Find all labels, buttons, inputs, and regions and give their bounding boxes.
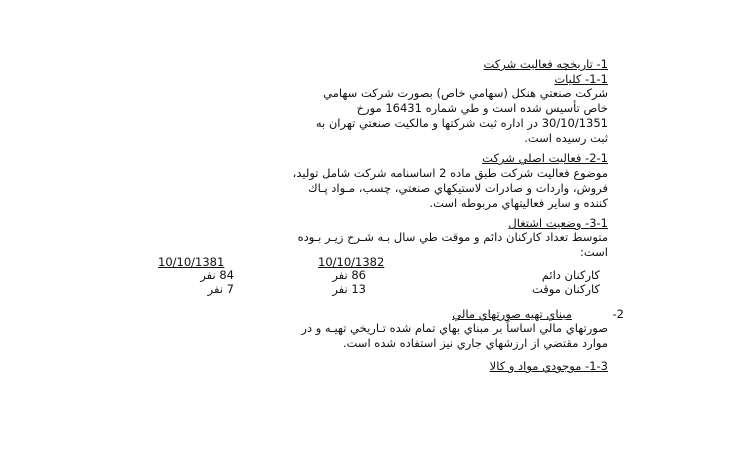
paragraph-line: موضوع فعاليت شركت طبق ماده 2 اساسنامه شركت شامل توليد،: [292, 166, 608, 180]
table-header-1382: 10/10/1382: [318, 255, 385, 269]
paragraph-line: متوسط تعداد كاركنان دائم و موقت طي سال بـه شـرح زيـر بـوده: [297, 230, 608, 244]
paragraph-line: صورتهاي مالي اساساً بر مبناي بهاي تمام شده تـاريخي تهيـه و در: [301, 321, 608, 335]
subheading-employment: 3-1- وضعيت اشتغال: [508, 216, 608, 230]
row-label: كاركنان دائم: [541, 268, 600, 282]
section-number-2: 2-: [612, 307, 624, 321]
subheading-overview: 1-1- كليات: [554, 72, 608, 86]
row-value-1381: 7 نفر: [207, 282, 234, 296]
paragraph-line: كننده و ساير فعاليتهاي مربوطه است.: [429, 196, 608, 210]
section-heading-basis: مبناي تهيه صورتهاي مالي: [452, 307, 572, 321]
table-header-1381: 10/10/1381: [158, 255, 225, 269]
row-value-1382: 13 نفر: [332, 282, 366, 296]
subheading-main-activity: 2-1- فعاليت اصلي شركت: [482, 151, 608, 165]
paragraph-line: ثبت رسيده است.: [524, 131, 608, 145]
section-heading-history: 1- تاريخچه فعاليت شركت: [483, 57, 608, 71]
subheading-inventory: 1-3- موجودي مواد و كالا: [489, 359, 608, 373]
paragraph-line: شركت صنعتي هنكل (سهامي خاص) بصورت شركت سهامي: [323, 86, 608, 100]
paragraph-line: خاص تأسيس شده است و طي شماره 16431 مورخ: [356, 101, 608, 115]
paragraph-line: موارد مقتضي از ارزشهاي جاري نيز استفاده شده است.: [342, 336, 608, 350]
paragraph-line: است:: [580, 245, 608, 259]
row-value-1382: 86 نفر: [332, 268, 366, 282]
row-value-1381: 84 نفر: [200, 268, 234, 282]
row-label: كاركنان موقت: [532, 282, 600, 296]
paragraph-line: 30/10/1351 در اداره ثبت شركتها و مالكيت صنعتي تهران به: [315, 116, 608, 130]
paragraph-line: فروش، واردات و صادرات لاستيكهاي صنعتي، چسب، مـواد پـاك: [308, 181, 608, 195]
